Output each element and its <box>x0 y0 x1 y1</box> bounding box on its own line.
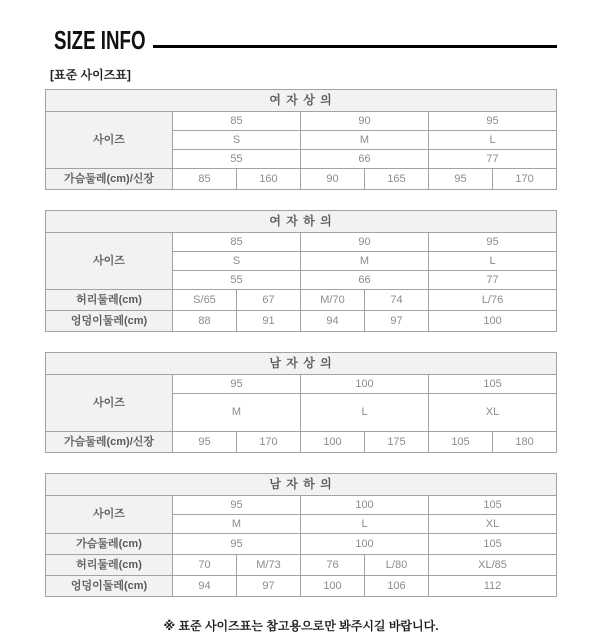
data-cell: XL <box>429 394 557 432</box>
data-cell: 67 <box>237 290 301 311</box>
data-cell: 100 <box>301 534 429 555</box>
data-cell: 85 <box>173 233 301 252</box>
data-cell: 66 <box>301 271 429 290</box>
data-cell: 100 <box>301 375 429 394</box>
data-cell: 95 <box>173 432 237 453</box>
data-cell: 55 <box>173 150 301 169</box>
data-cell: 180 <box>493 432 557 453</box>
table-title: 여 자 하 의 <box>46 211 557 233</box>
data-cell: L <box>429 131 557 150</box>
data-cell: 105 <box>429 534 557 555</box>
data-cell: 160 <box>237 169 301 190</box>
data-cell: 88 <box>173 311 237 332</box>
subtitle: [표준 사이즈표] <box>50 68 131 82</box>
data-cell: 76 <box>301 555 365 576</box>
data-cell: L/76 <box>429 290 557 311</box>
data-cell: S <box>173 131 301 150</box>
table-row <box>46 290 557 311</box>
data-cell: XL <box>429 515 557 534</box>
header <box>54 25 557 55</box>
data-cell: M <box>173 515 301 534</box>
data-cell: 105 <box>429 375 557 394</box>
data-cell: M/70 <box>301 290 365 311</box>
row-header-cell: 가슴둘레(cm) <box>46 534 173 555</box>
table-title-row <box>46 474 557 496</box>
table-row <box>46 311 557 332</box>
data-cell: L <box>301 515 429 534</box>
data-cell: 95 <box>429 169 493 190</box>
data-cell: 85 <box>173 169 237 190</box>
table-title-row <box>46 211 557 233</box>
table-row <box>46 169 557 190</box>
row-header-cell: 사이즈 <box>46 375 173 432</box>
data-cell: 70 <box>173 555 237 576</box>
page-title: SIZE INFO <box>54 25 146 55</box>
data-cell: 95 <box>429 112 557 131</box>
data-cell: 170 <box>237 432 301 453</box>
table-row <box>46 555 557 576</box>
data-cell: 106 <box>365 576 429 597</box>
data-cell: 95 <box>173 375 301 394</box>
table-row <box>46 233 557 252</box>
data-cell: 95 <box>173 496 301 515</box>
data-cell: 95 <box>173 534 301 555</box>
data-cell: M <box>301 252 429 271</box>
data-cell: 100 <box>429 311 557 332</box>
title-rule <box>153 45 557 48</box>
row-header-cell: 가슴둘레(cm)/신장 <box>46 169 173 190</box>
table-title: 남 자 하 의 <box>46 474 557 496</box>
data-cell: 90 <box>301 169 365 190</box>
data-cell: 66 <box>301 150 429 169</box>
data-cell: XL/85 <box>429 555 557 576</box>
data-cell: 95 <box>429 233 557 252</box>
data-cell: 90 <box>301 112 429 131</box>
data-cell: 105 <box>429 432 493 453</box>
row-header-cell: 사이즈 <box>46 112 173 169</box>
data-cell: 91 <box>237 311 301 332</box>
table-row <box>46 496 557 515</box>
size-table <box>45 352 557 453</box>
row-header-cell: 사이즈 <box>46 496 173 534</box>
row-header-cell: 사이즈 <box>46 233 173 290</box>
size-table <box>45 210 557 332</box>
data-cell: L/80 <box>365 555 429 576</box>
data-cell: 85 <box>173 112 301 131</box>
row-header-cell: 가슴둘레(cm)/신장 <box>46 432 173 453</box>
data-cell: 55 <box>173 271 301 290</box>
data-cell: 175 <box>365 432 429 453</box>
size-table <box>45 89 557 190</box>
data-cell: 165 <box>365 169 429 190</box>
data-cell: 94 <box>173 576 237 597</box>
table-title: 여 자 상 의 <box>46 90 557 112</box>
data-cell: L <box>429 252 557 271</box>
data-cell: S/65 <box>173 290 237 311</box>
data-cell: M <box>301 131 429 150</box>
table-title-row <box>46 90 557 112</box>
data-cell: 97 <box>237 576 301 597</box>
data-cell: 77 <box>429 271 557 290</box>
data-cell: 74 <box>365 290 429 311</box>
table-row <box>46 576 557 597</box>
data-cell: 100 <box>301 496 429 515</box>
data-cell: 90 <box>301 233 429 252</box>
table-row <box>46 432 557 453</box>
table-title: 남 자 상 의 <box>46 353 557 375</box>
data-cell: 100 <box>301 432 365 453</box>
table-row <box>46 112 557 131</box>
data-cell: M <box>173 394 301 432</box>
row-header-cell: 엉덩이둘레(cm) <box>46 576 173 597</box>
table-row <box>46 534 557 555</box>
data-cell: L <box>301 394 429 432</box>
data-cell: 112 <box>429 576 557 597</box>
data-cell: M/73 <box>237 555 301 576</box>
table-row <box>46 375 557 394</box>
data-cell: 105 <box>429 496 557 515</box>
tables <box>45 89 557 597</box>
row-header-cell: 허리둘레(cm) <box>46 290 173 311</box>
data-cell: 170 <box>493 169 557 190</box>
data-cell: 100 <box>301 576 365 597</box>
data-cell: S <box>173 252 301 271</box>
data-cell: 94 <box>301 311 365 332</box>
row-header-cell: 허리둘레(cm) <box>46 555 173 576</box>
data-cell: 77 <box>429 150 557 169</box>
size-table <box>45 473 557 597</box>
footnote: ※ 표준 사이즈표는 참고용으로만 봐주시길 바랍니다. <box>163 619 439 633</box>
row-header-cell: 엉덩이둘레(cm) <box>46 311 173 332</box>
table-title-row <box>46 353 557 375</box>
data-cell: 97 <box>365 311 429 332</box>
